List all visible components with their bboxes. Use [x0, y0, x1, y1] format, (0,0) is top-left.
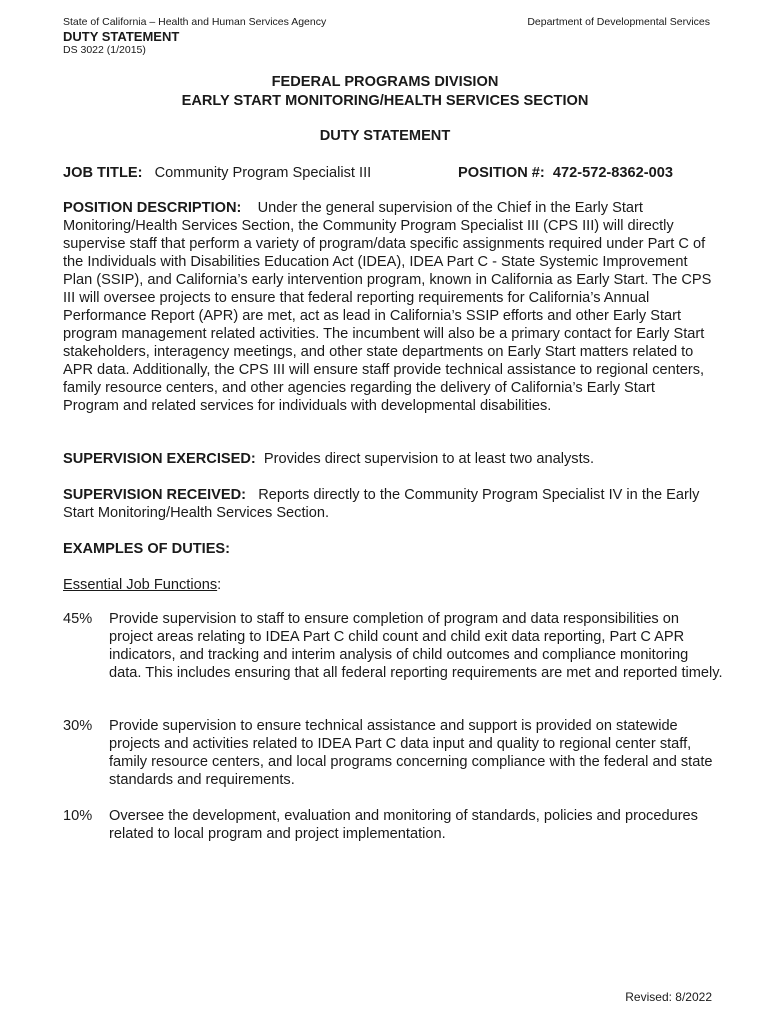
supervision-received-label: SUPERVISION RECEIVED:: [63, 487, 247, 503]
duty-description: Provide supervision to staff to ensure completion of program and data responsibilities on project areas relating to IDEA Part C child count and child exit data reporting, Part C APR indicators, and tracking and interim analysis of child outcomes and compliance monitoring data. This includes ensuring that all federal reporting requirements are met and reported timely.: [109, 611, 723, 681]
position-description: [63, 199, 713, 415]
duty-percent: 45%: [63, 611, 93, 627]
job-title-label: JOB TITLE:: [63, 165, 143, 181]
agency-name: State of California – Health and Human Services Agency: [63, 16, 327, 28]
department-name: Department of Developmental Services: [527, 16, 710, 28]
examples-heading: EXAMPLES OF DUTIES:: [63, 541, 231, 557]
form-title: DUTY STATEMENT: [63, 29, 180, 44]
page-header: [63, 16, 710, 29]
supervision-received: [63, 486, 713, 522]
duty-description: Provide supervision to ensure technical assistance and support is provided on statewide projects and activities related to IDEA Part C data input and quality to regional center staff, family resource centers, and local programs concerning compliance with the federal and state standards and requirements.: [109, 718, 713, 788]
duty-item: [63, 807, 723, 843]
essential-functions-colon: :: [217, 577, 222, 593]
supervision-received-text: Reports directly to the Community Program Specialist IV in the Early Start Monitoring/Health Services Section.: [63, 487, 700, 521]
supervision-exercised-text: Provides direct supervision to at least two analysts.: [263, 451, 594, 467]
essential-functions-label: Essential Job Functions: [63, 577, 218, 593]
duty-item: [63, 717, 723, 789]
essential-functions-heading: [63, 576, 713, 594]
division-name: FEDERAL PROGRAMS DIVISION: [271, 74, 499, 90]
duty-percent: 10%: [63, 808, 93, 824]
supervision-exercised: [63, 450, 713, 468]
position-value: 472-572-8362-003: [552, 165, 673, 181]
position-description-text: Under the general supervision of the Chief in the Early Start Monitoring/Health Services Section, the Community Program Specialist III (CPS III) will directly supervise staff that perform a variety of program/data specific assignments required under Part C of the Individuals with Disabilities Education Act (IDEA), IDEA Part C - State Systemic Improvement Plan (SSIP), and California’s early intervention program, known in California as Early Start. The CPS III will oversee projects to ensure that federal reporting requirements for California’s Annual Performance Report (APR) are met, act as lead in California’s SSIP efforts and other Early Start program management related activities. The incumbent will also be a primary contact for Early Start stakeholders, interagency meetings, and other state departments on Early Start matters related to APR data. Additionally, the CPS III will ensure staff provide technical assistance to regional centers, family resource centers, and other agencies regarding the delivery of California’s Early Start Program and related services for individuals with developmental disabilities.: [63, 200, 712, 414]
revised-date: Revised: 8/2022: [625, 990, 712, 1004]
duty-item: [63, 610, 723, 682]
position-label: POSITION #:: [458, 165, 545, 181]
division-heading: [0, 73, 770, 111]
duty-description: Oversee the development, evaluation and monitoring of standards, policies and procedures related to local program and project implementation.: [109, 808, 698, 842]
section-name: EARLY START MONITORING/HEALTH SERVICES SECTION: [181, 93, 589, 109]
job-title-value: Community Program Specialist III: [154, 165, 372, 181]
duty-percent: 30%: [63, 718, 93, 734]
position-description-label: POSITION DESCRIPTION:: [63, 200, 242, 216]
job-title-row: [63, 164, 713, 182]
position-number: [458, 164, 673, 182]
document-heading: DUTY STATEMENT: [319, 128, 451, 144]
form-number: DS 3022 (1/2015): [63, 44, 146, 56]
supervision-exercised-label: SUPERVISION EXERCISED:: [63, 451, 256, 467]
